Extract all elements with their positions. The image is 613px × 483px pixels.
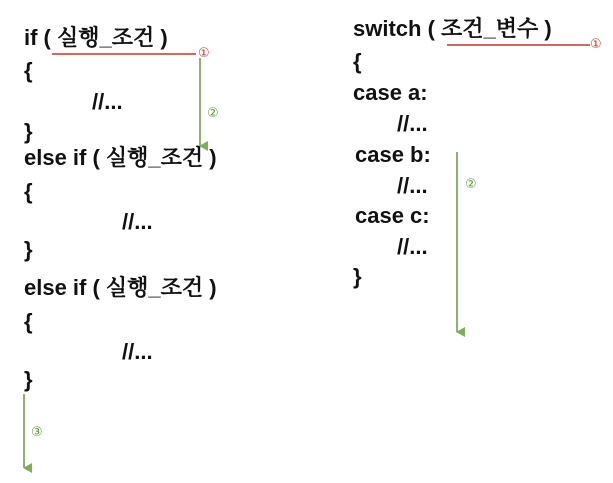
case-a-statement: //... xyxy=(397,111,428,136)
else-if-open-brace-1: { xyxy=(24,179,33,204)
if-body-statement: //... xyxy=(92,89,123,114)
if-close-brace: } xyxy=(24,119,33,144)
case-a-label: case a: xyxy=(353,80,428,105)
case-c-statement: //... xyxy=(397,234,428,259)
case-b-label: case b: xyxy=(355,142,431,167)
switch-open-brace: { xyxy=(353,49,362,74)
else-if-body-statement-1: //... xyxy=(122,209,153,234)
else-if-condition-line-1: else if ( 실행_조건 ) xyxy=(24,145,217,170)
left-condition-marker: ① xyxy=(198,46,210,61)
right-flow-marker: ② xyxy=(465,177,477,192)
right-condition-marker: ① xyxy=(590,37,602,52)
else-if-condition-line-2: else if ( 실행_조건 ) xyxy=(24,275,217,300)
left-flow-marker: ② xyxy=(207,106,219,121)
else-if-body-statement-2: //... xyxy=(122,339,153,364)
else-if-close-brace-1: } xyxy=(24,237,33,262)
switch-line: switch ( 조건_변수 ) xyxy=(353,16,552,41)
else-if-open-brace-2: { xyxy=(24,309,33,334)
case-c-label: case c: xyxy=(355,203,430,228)
if-condition-line: if ( 실행_조건 ) xyxy=(24,25,168,50)
left-exit-marker: ③ xyxy=(31,425,43,440)
switch-close-brace: } xyxy=(353,264,362,289)
if-open-brace: { xyxy=(24,58,33,83)
else-if-close-brace-2: } xyxy=(24,367,33,392)
case-b-statement: //... xyxy=(397,173,428,198)
